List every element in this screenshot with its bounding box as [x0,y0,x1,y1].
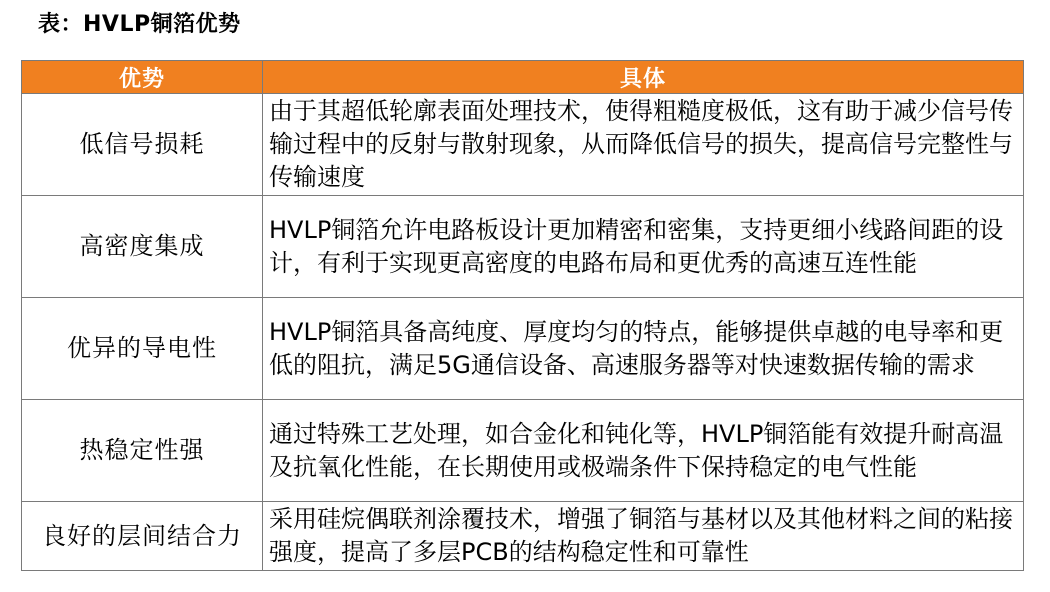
detail-cell: 通过特殊工艺处理，如合金化和钝化等，HVLP铜箔能有效提升耐高温及抗氧化性能，在长期使用或极端条件下保持稳定的电气性能 [263,400,1024,502]
table-row [22,298,1024,400]
detail-cell: 由于其超低轮廓表面处理技术，使得粗糙度极低，这有助于减少信号传输过程中的反射与散射现象，从而降低信号的损失，提高信号完整性与传输速度 [263,94,1024,196]
advantage-cell: 高密度集成 [22,196,263,298]
advantage-cell: 优异的导电性 [22,298,263,400]
advantages-table [21,60,1024,571]
table-caption: 表：HVLP铜箔优势 [38,12,241,37]
table-header-row [22,61,1024,94]
table-row [22,400,1024,502]
table-row [22,502,1024,571]
advantage-cell: 良好的层间结合力 [22,502,263,571]
header-detail: 具体 [263,61,1024,94]
detail-cell: HVLP铜箔允许电路板设计更加精密和密集，支持更细小线路间距的设计，有利于实现更高密度的电路布局和更优秀的高速互连性能 [263,196,1024,298]
table-row [22,196,1024,298]
detail-cell: HVLP铜箔具备高纯度、厚度均匀的特点，能够提供卓越的电导率和更低的阻抗，满足5G通信设备、高速服务器等对快速数据传输的需求 [263,298,1024,400]
detail-cell: 采用硅烷偶联剂涂覆技术，增强了铜箔与基材以及其他材料之间的粘接强度，提高了多层PCB的结构稳定性和可靠性 [263,502,1024,571]
advantage-cell: 低信号损耗 [22,94,263,196]
header-advantage: 优势 [22,61,263,94]
table-row [22,94,1024,196]
advantage-cell: 热稳定性强 [22,400,263,502]
